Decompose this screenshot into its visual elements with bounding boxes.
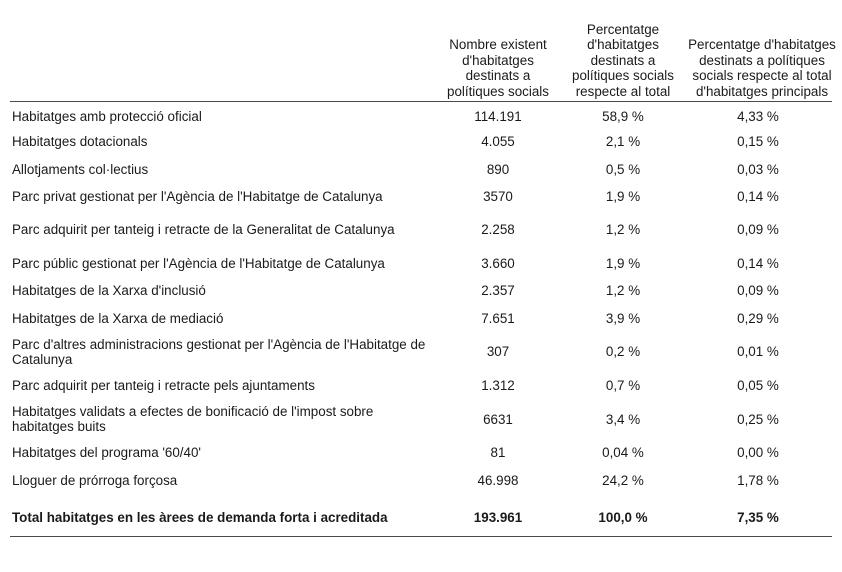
table-header bbox=[10, 22, 836, 102]
row-pct-total: 1,2 % bbox=[605, 222, 641, 238]
row-count: 2.258 bbox=[481, 222, 515, 238]
header-category bbox=[10, 22, 434, 102]
table-row bbox=[10, 102, 832, 129]
header-pct-main bbox=[684, 22, 836, 102]
row-pct-main: 0,29 % bbox=[737, 310, 779, 326]
table-row bbox=[10, 467, 832, 494]
header-pct-total-text: Percentatge d'habitatges destinats a polítiques socials respecte al total bbox=[572, 22, 674, 99]
row-pct-main: 0,15 % bbox=[737, 134, 779, 150]
row-pct-total: 1,2 % bbox=[605, 283, 641, 299]
row-pct-main: 1,78 % bbox=[737, 472, 779, 488]
row-pct-total: 0,04 % bbox=[602, 445, 644, 461]
row-count: 6631 bbox=[483, 411, 513, 427]
row-pct-total: 2,1 % bbox=[605, 134, 641, 150]
table-row bbox=[10, 333, 832, 373]
row-count: 3570 bbox=[483, 188, 513, 204]
row-count: 307 bbox=[486, 344, 510, 360]
row-pct-main: 0,00 % bbox=[737, 445, 779, 461]
row-label: Parc d'altres administracions gestionat per l'Agència de l'Habitatge de Catalunya bbox=[12, 337, 426, 367]
table-row bbox=[10, 183, 832, 210]
header-row bbox=[10, 22, 832, 102]
total-label: Total habitatges en les àrees de demanda forta i acreditada bbox=[12, 510, 388, 525]
row-label: Habitatges de la Xarxa d'inclusió bbox=[12, 283, 206, 299]
table-body bbox=[10, 102, 832, 537]
header-existing-count bbox=[434, 22, 562, 102]
row-pct-main: 0,14 % bbox=[737, 188, 779, 204]
row-label: Parc privat gestionat per l'Agència de l'Habitatge de Catalunya bbox=[12, 188, 383, 204]
row-count: 46.998 bbox=[477, 472, 519, 488]
row-label: Habitatges de la Xarxa de mediació bbox=[12, 310, 224, 326]
row-count: 890 bbox=[486, 161, 510, 177]
table-row bbox=[10, 373, 832, 400]
row-pct-total: 24,2 % bbox=[602, 472, 644, 488]
row-pct-total: 1,9 % bbox=[605, 188, 641, 204]
table-row bbox=[10, 305, 832, 332]
row-label: Habitatges del programa '60/40' bbox=[12, 445, 201, 461]
social-housing-table bbox=[10, 22, 836, 537]
housing-table-container bbox=[10, 22, 836, 537]
header-existing-count-text: Nombre existent d'habitatges destinats a polítiques socials bbox=[447, 37, 549, 99]
total-row bbox=[10, 501, 832, 537]
row-label: Parc adquirit per tanteig i retracte pels ajuntaments bbox=[12, 378, 315, 393]
row-label: Allotjaments col·lectius bbox=[12, 161, 149, 177]
row-label: Parc públic gestionat per l'Agència de l'Habitatge de Catalunya bbox=[12, 256, 385, 272]
row-pct-main: 0,14 % bbox=[737, 256, 779, 272]
table-row bbox=[10, 251, 832, 278]
row-pct-total: 0,2 % bbox=[605, 344, 641, 360]
row-pct-total: 3,4 % bbox=[605, 411, 641, 427]
row-pct-main: 0,05 % bbox=[737, 378, 779, 393]
row-label: Lloguer de prórroga forçosa bbox=[12, 472, 178, 488]
table-row bbox=[10, 156, 832, 183]
row-label: Habitatges amb protecció oficial bbox=[12, 108, 202, 124]
table-row bbox=[10, 129, 832, 156]
row-count: 3.660 bbox=[481, 256, 515, 272]
row-pct-total: 1,9 % bbox=[605, 256, 641, 272]
row-pct-main: 0,09 % bbox=[737, 283, 779, 299]
table-row bbox=[10, 440, 832, 467]
row-pct-main: 0,03 % bbox=[737, 161, 779, 177]
row-label: Habitatges dotacionals bbox=[12, 134, 148, 150]
row-pct-main: 0,09 % bbox=[737, 222, 779, 238]
total-pct-main: 7,35 % bbox=[737, 510, 779, 525]
row-count: 81 bbox=[490, 445, 506, 461]
row-pct-main: 0,25 % bbox=[737, 411, 779, 427]
table-row bbox=[10, 278, 832, 305]
header-pct-main-text: Percentatge d'habitatges destinats a polítiques socials respecte al total d'habitatges principals bbox=[688, 37, 836, 99]
total-pct-total: 100,0 % bbox=[598, 510, 648, 525]
table-row bbox=[10, 211, 832, 251]
row-pct-main: 4,33 % bbox=[737, 108, 779, 124]
row-label: Parc adquirit per tanteig i retracte de la Generalitat de Catalunya bbox=[12, 222, 395, 238]
row-pct-total: 58,9 % bbox=[602, 108, 644, 124]
table-row bbox=[10, 400, 832, 440]
row-count: 4.055 bbox=[481, 134, 515, 150]
row-count: 1.312 bbox=[481, 378, 515, 393]
header-pct-total bbox=[562, 22, 684, 102]
row-count: 2.357 bbox=[481, 283, 515, 299]
row-pct-total: 3,9 % bbox=[605, 310, 641, 326]
row-pct-main: 0,01 % bbox=[737, 344, 779, 360]
row-pct-total: 0,7 % bbox=[605, 378, 641, 393]
row-count: 114.191 bbox=[474, 108, 522, 124]
row-count: 7.651 bbox=[481, 310, 515, 326]
total-count: 193.961 bbox=[473, 510, 523, 525]
row-pct-total: 0,5 % bbox=[605, 161, 641, 177]
row-label: Habitatges validats a efectes de bonificació de l'impost sobre habitatges buits bbox=[12, 404, 374, 434]
